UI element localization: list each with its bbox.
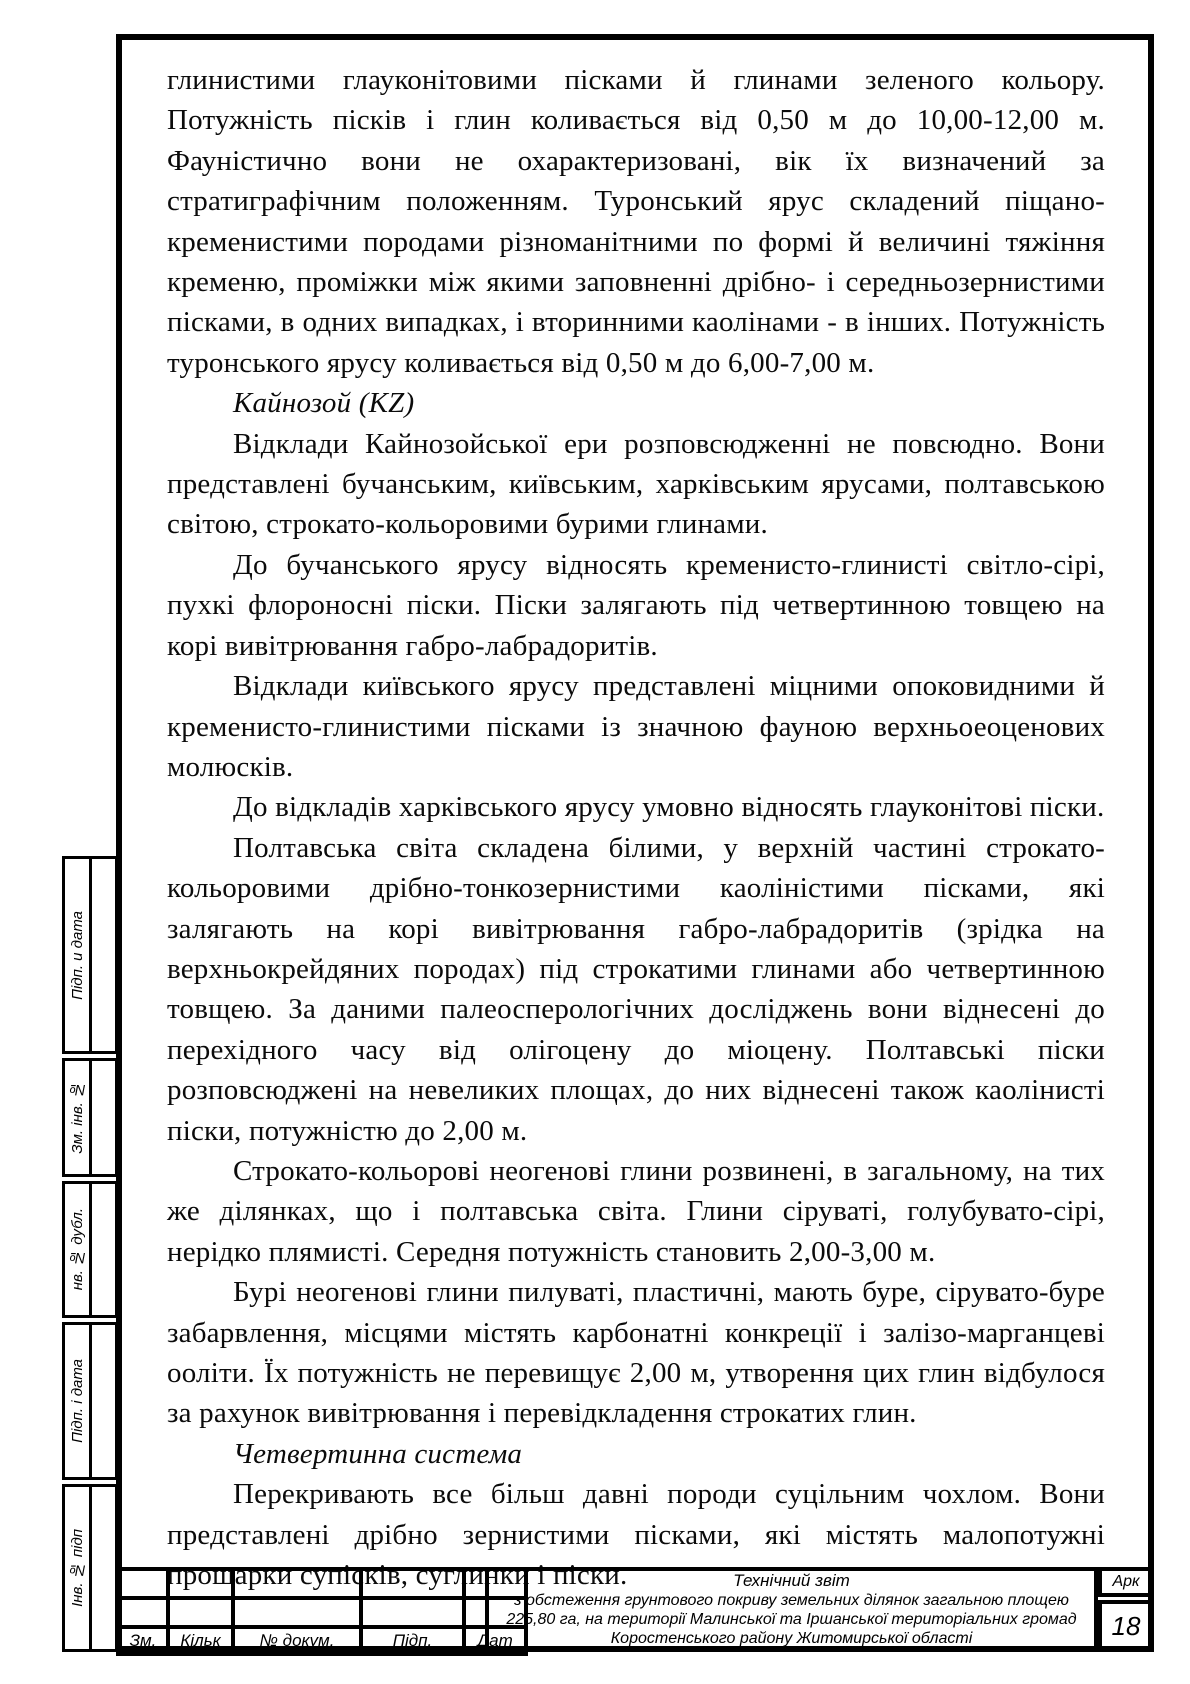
document-subtitle-line: з обстеження грунтового покриву земельних ділянок загальною площею [514,1592,1069,1609]
body-paragraph: Перекривають все більш давні породи суцільним чохлом. Вони представлені дрібно зернистими пісками, які містять малопотужні прошарки супісків, суглинки і піски. [167,1478,1105,1592]
revision-cell-empty [118,1569,168,1598]
document-subtitle-line: Коростенського району Житомирської області [610,1630,973,1647]
margin-box-sign-and-date-top [62,856,118,1054]
revision-cell-empty [168,1569,233,1598]
section-heading-cenozoic: Кайнозой (KZ) [233,387,415,420]
revision-cell-empty [361,1598,464,1627]
sheet-label: Арк [1098,1567,1154,1597]
revision-header-date: Дат [464,1627,526,1654]
revision-header-docno: № докум. [233,1627,361,1654]
margin-box-label: Підп. и дата [65,859,92,1051]
section-heading-quaternary: Четвертинна система [233,1437,523,1470]
margin-box-blank [92,1487,115,1649]
body-paragraph: Бурі неогенові глини пилуваті, пластичні, мають буре, сірувато-буре забарвлення, місцями містять карбонатні конкреції і залізо-марганцеві ооліти. Їх потужність не перевищує 2,00 м, утворення цих глин відбулося за рахунок вивітрювання і перевідкладення строкатих глин. [167,1276,1105,1430]
revision-table [116,1567,528,1656]
margin-box-inv-no-dupl [62,1181,118,1318]
margin-box-blank [92,1325,115,1477]
document-title-cell [485,1567,1098,1652]
body-paragraph: глинистими глауконітовими пісками й глинами зеленого кольору. Потужність пісків і глин коливається від 0,50 м до 10,00-12,00 м. Фауністично вони не охарактеризовані, вік їх визначений за стратиграфічним положенням. Туронський ярус складений піщано-кременистими породами різноманітними по формі й величині тяжіння кременю, проміжки між якими заповненні дрібно- і середньозернистими пісками, в одних випадках, і вторинними каолінами - в інших. Потужність туронського ярусу коливається від 0,50 м до 6,00-7,00 м. [167,64,1105,379]
sheet-column [1098,1567,1154,1652]
revision-header-kilk: Кільк [168,1627,233,1654]
body-paragraph: Строкато-кольорові неогенові глини розвинені, в загальному, на тих же ділянках, що і полтавська світа. Глини сіруваті, голубувато-сірі, нерідко плямисті. Середня потужність становить 2,00-3,00 м. [167,1154,1105,1268]
body-text [167,60,1105,1595]
revision-header-sign: Підп. [361,1627,464,1654]
body-paragraph: Відклади Кайнозойської ери розповсюдженні не повсюдно. Вони представлені бучанським, київським, харківським ярусами, полтавською світою, строкато-кольоровими бурими глинами. [167,427,1105,541]
document-title: Технічний звіт [733,1571,850,1590]
margin-box-blank [92,1184,115,1315]
margin-box-blank [92,1061,115,1174]
sheet-number: 18 [1098,1600,1154,1652]
revision-cell-empty [168,1598,233,1627]
body-paragraph: До відкладів харківського ярусу умовно відносять глауконітові піски. [233,791,1105,824]
margin-box-label: Зм. інв. № [65,1061,92,1174]
margin-box-repl-inv-no [62,1058,118,1177]
revision-cell-empty [118,1598,168,1627]
document-subtitle-line: 225,80 га, на території Малинської та Іршанської територіальних громад [506,1611,1077,1628]
margin-box-label: Інв. № підп [65,1487,92,1649]
revision-cell-empty [361,1569,464,1598]
revision-cell-empty [233,1598,361,1627]
margin-box-sign-and-date-bottom [62,1322,118,1480]
margin-box-label: Підп. і дата [65,1325,92,1477]
title-block [116,1567,1154,1652]
revision-header-zm: Зм. [118,1627,168,1654]
body-paragraph: До бучанського ярусу відносять кременисто-глинисті світло-сірі, пухкі флороносні піски. Піски залягають під четвертинною товщею на корі вивітрювання габро-лабрадоритів. [167,548,1105,662]
body-paragraph: Полтавська світа складена білими, у верхній частині строкато-кольоровими дрібно-тонкозернистими каоліністими пісками, які залягають на корі вивітрювання габро-лабрадоритів (зрідка на верхньокрейдяних породах) під строкатими глинами або четвертинною товщею. За даними палеосперологічних досліджень вони віднесені до перехідного часу від олігоцену до міоцену. Полтавські піски розповсюджені на невеликих площах, до них віднесені також каолінисті піски, потужністю до 2,00 м. [167,831,1105,1147]
margin-box-label: нв. № дубл. [65,1184,92,1315]
body-paragraph: Відклади київського ярусу представлені міцними опоковидними й кременисто-глинистими пісками із значною фауною верхньоеоценових молюсків. [167,670,1105,783]
margin-box-blank [92,859,115,1051]
revision-cell-empty [233,1569,361,1598]
margin-box-inv-no-orig [62,1484,118,1652]
